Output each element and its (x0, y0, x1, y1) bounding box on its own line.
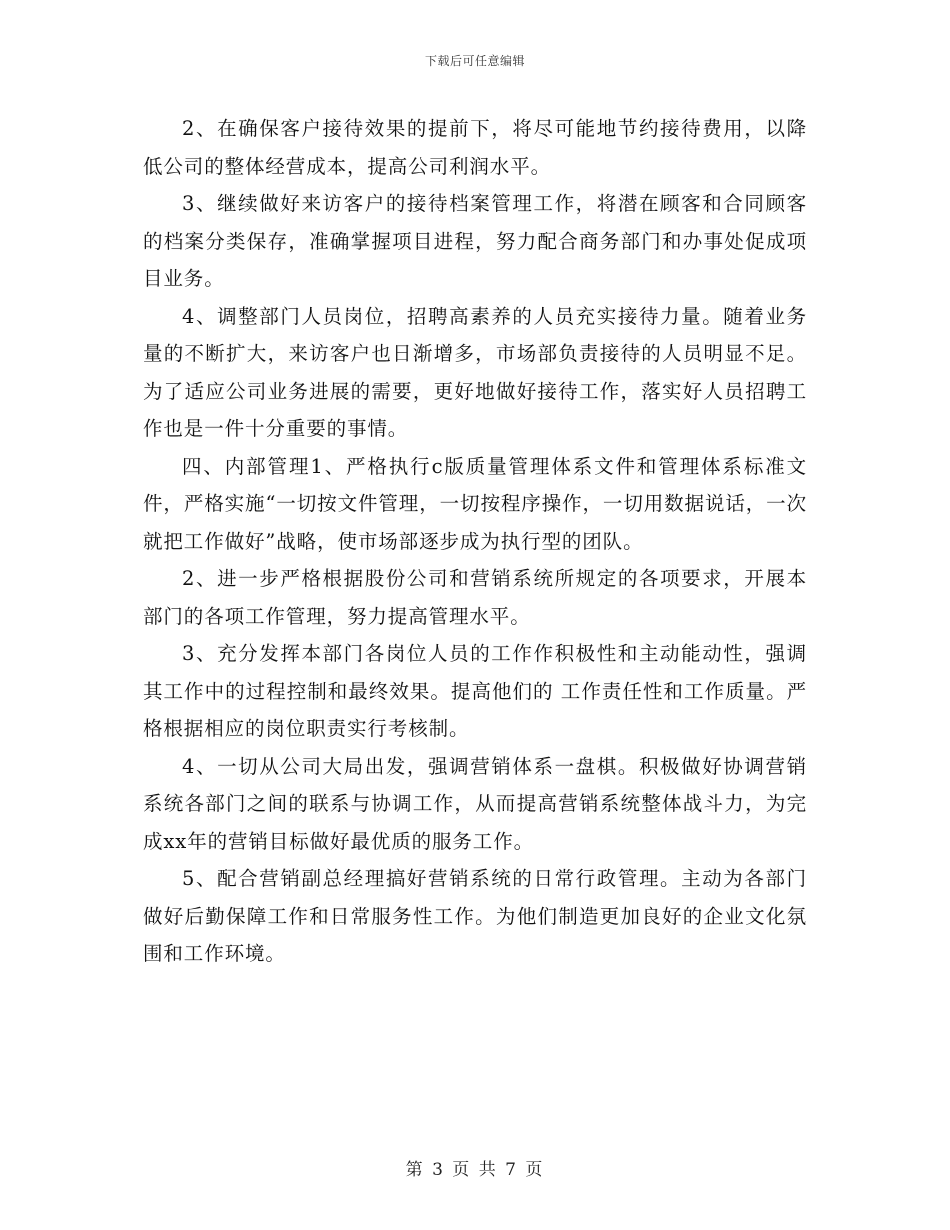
page-footer: 第 3 页 共 7 页 (405, 1160, 545, 1180)
paragraph-item-3: 3、继续做好来访客户的接待档案管理工作，将潜在顾客和合同顾客的档案分类保存，准确掌握项目进程，努力配合商务部门和办事处促成项目业务。 (143, 192, 807, 290)
paragraph-management-item-3: 3、充分发挥本部门各岗位人员的工作作积极性和主动能动性，强调其工作中的过程控制和最终效果。提高他们的 工作责任性和工作质量。严格根据相应的岗位职责实行考核制。 (143, 642, 807, 740)
page-header: 下载后可任意编辑 (424, 54, 525, 68)
paragraph-section-4-internal-management: 四、内部管理1、严格执行c版质量管理体系文件和管理体系标准文件，严格实施“一切按文件管理，一切按程序操作，一切用数据说话，一次就把工作做好”战略，使市场部逐步成为执行型的团队。 (143, 454, 807, 553)
paragraph-management-item-4: 4、一切从公司大局出发，强调营销体系一盘棋。积极做好协调营销系统各部门之间的联系与协调工作，从而提高营销系统整体战斗力，为完成xx年的营销目标做好最优质的服务工作。 (143, 754, 807, 853)
paragraph-item-2: 2、在确保客户接待效果的提前下，将尽可能地节约接待费用，以降低公司的整体经营成本，提高公司利润水平。 (143, 117, 807, 178)
document-body (143, 110, 807, 973)
paragraph-management-item-2: 2、进一步严格根据股份公司和营销系统所规定的各项要求，开展本部门的各项工作管理，努力提高管理水平。 (143, 567, 807, 628)
paragraph-management-item-5: 5、配合营销副总经理搞好营销系统的日常行政管理。主动为各部门做好后勤保障工作和日常服务性工作。为他们制造更加良好的企业文化氛围和工作环境。 (143, 867, 807, 965)
paragraph-item-4: 4、调整部门人员岗位，招聘高素养的人员充实接待力量。随着业务量的不断扩大，来访客户也日渐增多，市场部负责接待的人员明显不足。为了适应公司业务进展的需要，更好地做好接待工作，落实好人员招聘工作也是一件十分重要的事情。 (143, 304, 807, 440)
